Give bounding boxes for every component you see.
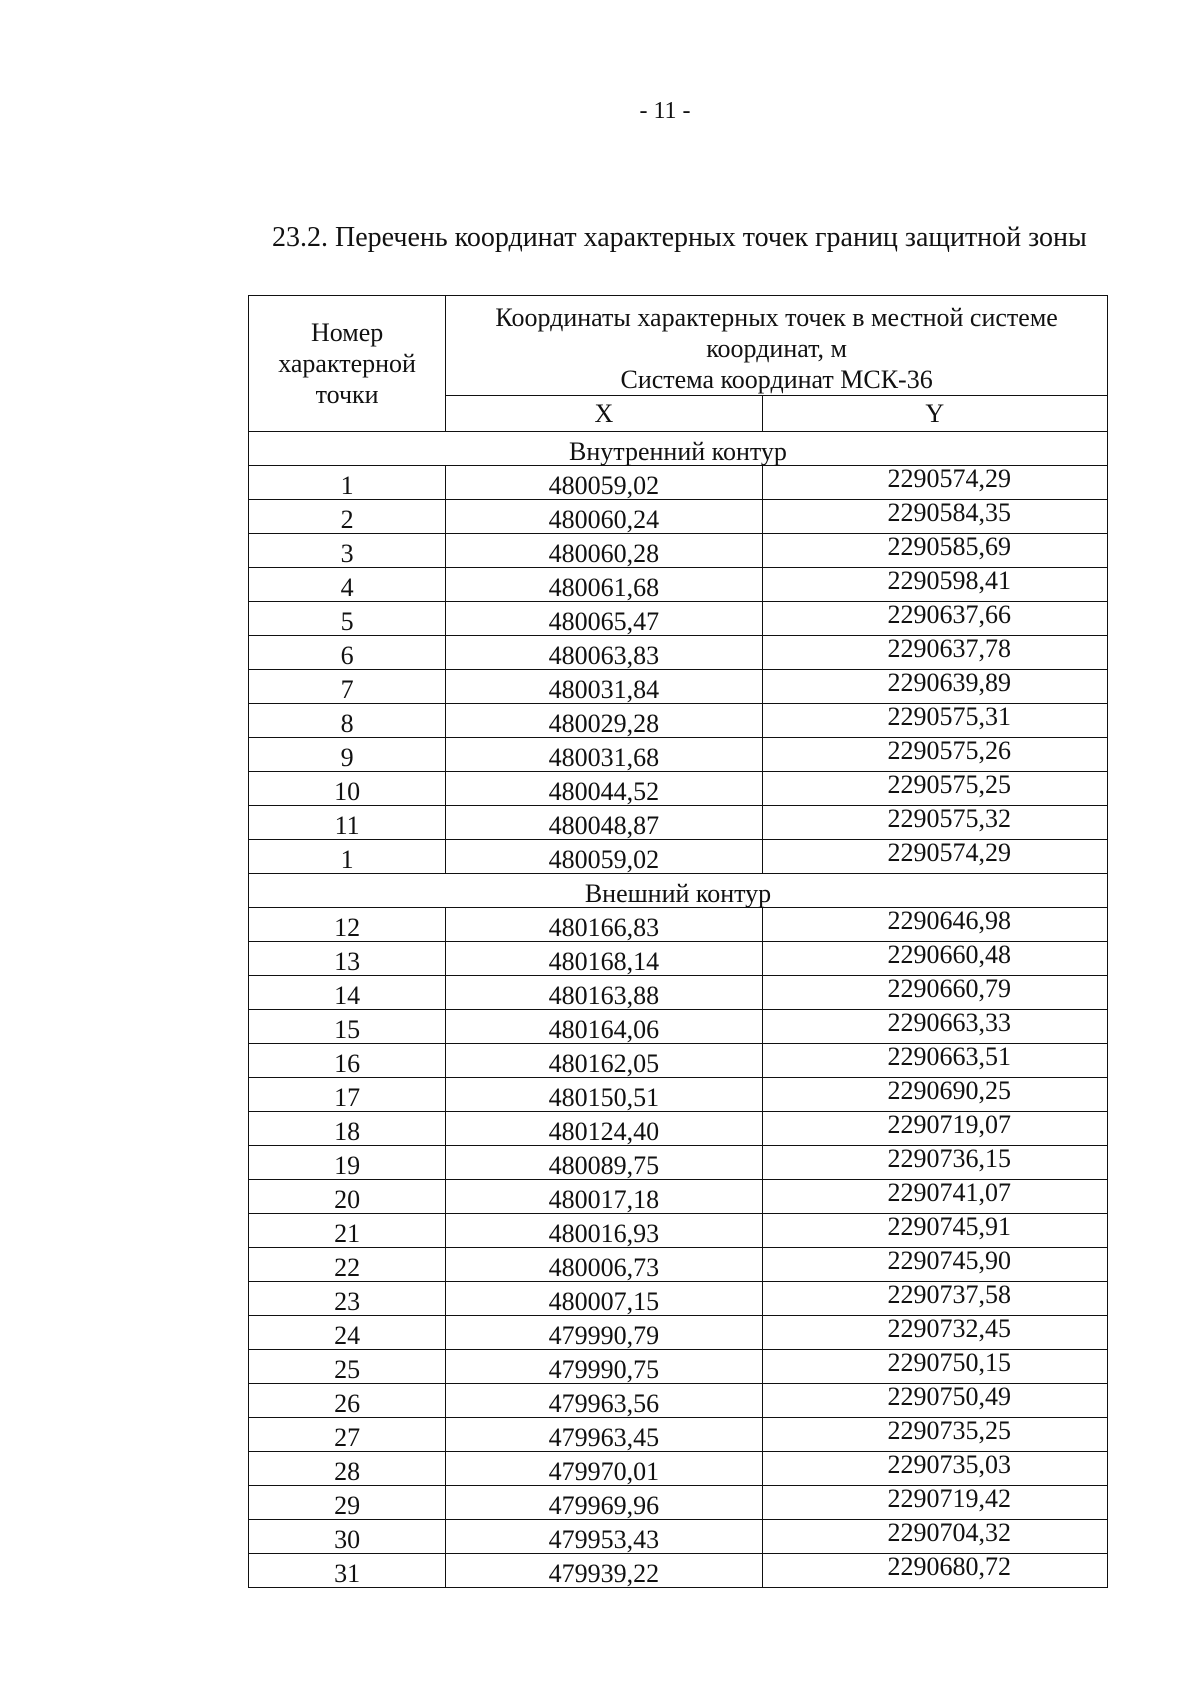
x-coordinate-cell: 480048,87 — [446, 806, 762, 840]
header-point-number: Номер характерной точки — [249, 296, 446, 432]
point-number-cell: 20 — [249, 1180, 446, 1214]
point-number-cell: 19 — [249, 1146, 446, 1180]
point-number-cell: 17 — [249, 1078, 446, 1112]
y-coordinate-cell: 2290750,49 — [762, 1384, 1107, 1418]
y-coordinate-cell: 2290663,51 — [762, 1044, 1107, 1078]
x-coordinate-cell: 480162,05 — [446, 1044, 762, 1078]
y-coordinate-cell: 2290736,15 — [762, 1146, 1107, 1180]
table-row — [249, 1350, 1108, 1384]
y-coordinate-cell: 2290690,25 — [762, 1078, 1107, 1112]
header-x: X — [446, 396, 762, 432]
x-coordinate-cell: 480163,88 — [446, 976, 762, 1010]
header-coordinate-system: Система координат МСК-36 — [620, 364, 933, 394]
x-coordinate-cell: 480007,15 — [446, 1282, 762, 1316]
point-number-cell: 30 — [249, 1520, 446, 1554]
table-row — [249, 908, 1108, 942]
x-coordinate-cell: 479969,96 — [446, 1486, 762, 1520]
table-row — [249, 1452, 1108, 1486]
table-row — [249, 1044, 1108, 1078]
x-coordinate-cell: 480166,83 — [446, 908, 762, 942]
point-number-cell: 26 — [249, 1384, 446, 1418]
x-coordinate-cell: 480059,02 — [446, 466, 762, 500]
page-number: - 11 - — [639, 98, 691, 124]
y-coordinate-cell: 2290750,15 — [762, 1350, 1107, 1384]
table-row — [249, 976, 1108, 1010]
point-number-cell: 6 — [249, 636, 446, 670]
x-coordinate-cell: 480017,18 — [446, 1180, 762, 1214]
y-coordinate-cell: 2290598,41 — [762, 568, 1107, 602]
table-row — [249, 738, 1108, 772]
y-coordinate-cell: 2290637,66 — [762, 602, 1107, 636]
x-coordinate-cell: 479953,43 — [446, 1520, 762, 1554]
y-coordinate-cell: 2290704,32 — [762, 1520, 1107, 1554]
y-coordinate-cell: 2290745,90 — [762, 1248, 1107, 1282]
y-coordinate-cell: 2290575,26 — [762, 738, 1107, 772]
point-number-cell: 15 — [249, 1010, 446, 1044]
x-coordinate-cell: 479990,75 — [446, 1350, 762, 1384]
section-heading: Внутренний контур — [249, 432, 1108, 466]
x-coordinate-cell: 479963,56 — [446, 1384, 762, 1418]
point-number-cell: 10 — [249, 772, 446, 806]
table-row — [249, 1316, 1108, 1350]
point-number-cell: 4 — [249, 568, 446, 602]
header-coordinates-description: Координаты характерных точек в местной системе координат, м — [495, 303, 1058, 364]
point-number-cell: 28 — [249, 1452, 446, 1486]
table-row — [249, 1010, 1108, 1044]
point-number-cell: 13 — [249, 942, 446, 976]
point-number-cell: 2 — [249, 500, 446, 534]
y-coordinate-cell: 2290663,33 — [762, 1010, 1107, 1044]
point-number-cell: 29 — [249, 1486, 446, 1520]
table-row — [249, 1078, 1108, 1112]
y-coordinate-cell: 2290741,07 — [762, 1180, 1107, 1214]
x-coordinate-cell: 479939,22 — [446, 1554, 762, 1588]
point-number-cell: 1 — [249, 466, 446, 500]
coordinates-table — [248, 295, 1108, 1588]
point-number-cell: 11 — [249, 806, 446, 840]
y-coordinate-cell: 2290639,89 — [762, 670, 1107, 704]
y-coordinate-cell: 2290660,48 — [762, 942, 1107, 976]
y-coordinate-cell: 2290574,29 — [762, 466, 1107, 500]
x-coordinate-cell: 479963,45 — [446, 1418, 762, 1452]
point-number-cell: 21 — [249, 1214, 446, 1248]
point-number-cell: 27 — [249, 1418, 446, 1452]
table-row — [249, 704, 1108, 738]
x-coordinate-cell: 480164,06 — [446, 1010, 762, 1044]
section-heading: Внешний контур — [249, 874, 1108, 908]
y-coordinate-cell: 2290585,69 — [762, 534, 1107, 568]
table-row — [249, 636, 1108, 670]
point-number-cell: 22 — [249, 1248, 446, 1282]
x-coordinate-cell: 480006,73 — [446, 1248, 762, 1282]
point-number-cell: 8 — [249, 704, 446, 738]
x-coordinate-cell: 479970,01 — [446, 1452, 762, 1486]
section-row — [249, 874, 1108, 908]
x-coordinate-cell: 480060,24 — [446, 500, 762, 534]
point-number-cell: 31 — [249, 1554, 446, 1588]
x-coordinate-cell: 479990,79 — [446, 1316, 762, 1350]
table-row — [249, 1146, 1108, 1180]
x-coordinate-cell: 480044,52 — [446, 772, 762, 806]
point-number-cell: 24 — [249, 1316, 446, 1350]
y-coordinate-cell: 2290575,32 — [762, 806, 1107, 840]
point-number-cell: 14 — [249, 976, 446, 1010]
point-number-cell: 5 — [249, 602, 446, 636]
table-row — [249, 500, 1108, 534]
point-number-cell: 18 — [249, 1112, 446, 1146]
table-row — [249, 942, 1108, 976]
table-row — [249, 1554, 1108, 1588]
x-coordinate-cell: 480150,51 — [446, 1078, 762, 1112]
point-number-cell: 7 — [249, 670, 446, 704]
header-y: Y — [762, 396, 1107, 432]
y-coordinate-cell: 2290574,29 — [762, 840, 1107, 874]
y-coordinate-cell: 2290745,91 — [762, 1214, 1107, 1248]
x-coordinate-cell: 480124,40 — [446, 1112, 762, 1146]
y-coordinate-cell: 2290660,79 — [762, 976, 1107, 1010]
point-number-cell: 9 — [249, 738, 446, 772]
y-coordinate-cell: 2290584,35 — [762, 500, 1107, 534]
y-coordinate-cell: 2290735,25 — [762, 1418, 1107, 1452]
y-coordinate-cell: 2290732,45 — [762, 1316, 1107, 1350]
table-row — [249, 1384, 1108, 1418]
y-coordinate-cell: 2290719,42 — [762, 1486, 1107, 1520]
y-coordinate-cell: 2290719,07 — [762, 1112, 1107, 1146]
x-coordinate-cell: 480061,68 — [446, 568, 762, 602]
section-title: 23.2. Перечень координат характерных точек границ защитной зоны — [272, 222, 1087, 253]
point-number-cell: 3 — [249, 534, 446, 568]
table-row — [249, 1520, 1108, 1554]
table-row — [249, 1214, 1108, 1248]
y-coordinate-cell: 2290637,78 — [762, 636, 1107, 670]
table-row — [249, 1486, 1108, 1520]
table-body — [249, 432, 1108, 1588]
point-number-cell: 25 — [249, 1350, 446, 1384]
x-coordinate-cell: 480059,02 — [446, 840, 762, 874]
point-number-cell: 1 — [249, 840, 446, 874]
table-row — [249, 568, 1108, 602]
y-coordinate-cell: 2290575,31 — [762, 704, 1107, 738]
table-row — [249, 534, 1108, 568]
x-coordinate-cell: 480063,83 — [446, 636, 762, 670]
x-coordinate-cell: 480089,75 — [446, 1146, 762, 1180]
y-coordinate-cell: 2290735,03 — [762, 1452, 1107, 1486]
table-header — [249, 296, 1108, 432]
table-row — [249, 1418, 1108, 1452]
y-coordinate-cell: 2290737,58 — [762, 1282, 1107, 1316]
x-coordinate-cell: 480016,93 — [446, 1214, 762, 1248]
y-coordinate-cell: 2290680,72 — [762, 1554, 1107, 1588]
header-coordinates — [446, 296, 1108, 396]
x-coordinate-cell: 480029,28 — [446, 704, 762, 738]
table-row — [249, 1180, 1108, 1214]
y-coordinate-cell: 2290646,98 — [762, 908, 1107, 942]
table-row — [249, 1112, 1108, 1146]
x-coordinate-cell: 480031,84 — [446, 670, 762, 704]
table-row — [249, 840, 1108, 874]
table-row — [249, 466, 1108, 500]
table-row — [249, 1282, 1108, 1316]
table-row — [249, 772, 1108, 806]
point-number-cell: 23 — [249, 1282, 446, 1316]
point-number-cell: 16 — [249, 1044, 446, 1078]
point-number-cell: 12 — [249, 908, 446, 942]
table-row — [249, 670, 1108, 704]
x-coordinate-cell: 480168,14 — [446, 942, 762, 976]
x-coordinate-cell: 480065,47 — [446, 602, 762, 636]
table-row — [249, 806, 1108, 840]
y-coordinate-cell: 2290575,25 — [762, 772, 1107, 806]
table-row — [249, 602, 1108, 636]
section-row — [249, 432, 1108, 466]
x-coordinate-cell: 480031,68 — [446, 738, 762, 772]
x-coordinate-cell: 480060,28 — [446, 534, 762, 568]
table-row — [249, 1248, 1108, 1282]
